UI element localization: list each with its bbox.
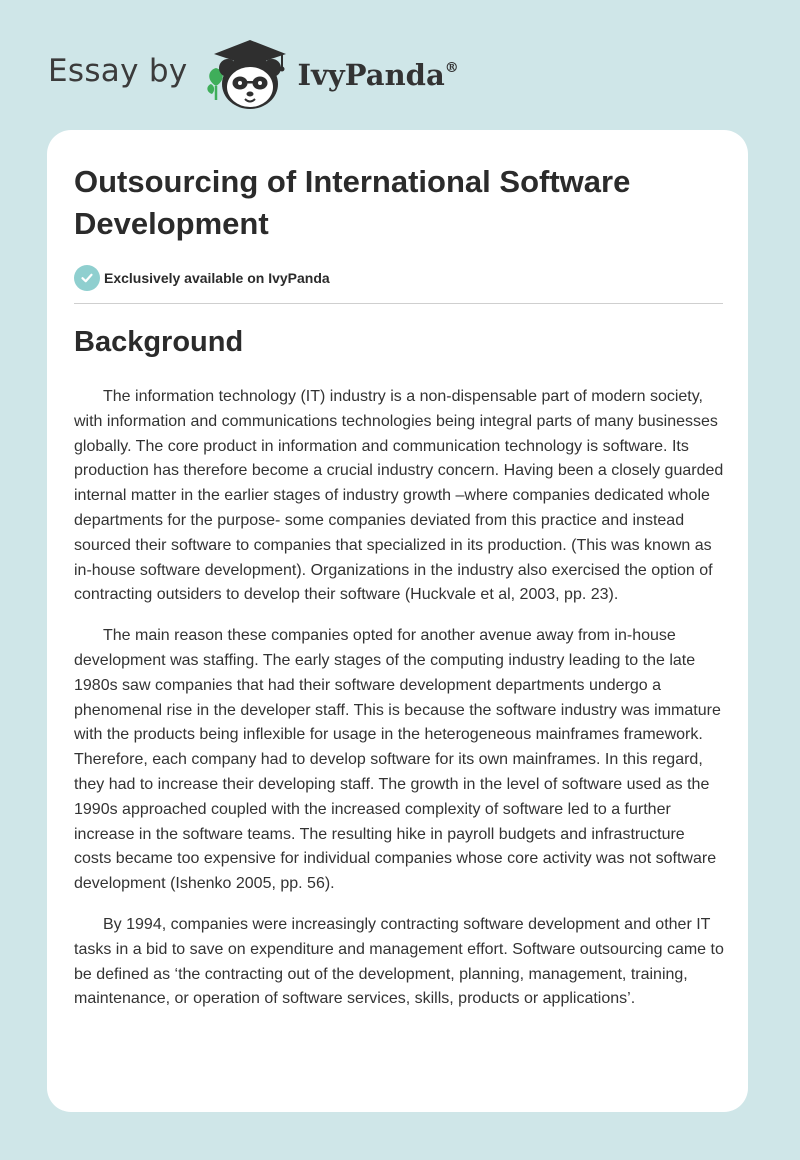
exclusive-badge [74, 265, 330, 291]
paragraph: By 1994, companies were increasingly contracting software development and other IT tasks in a bid to save on expenditure and management effort. Software outsourcing came to be defined as ‘the contracting out of the development, planning, management, training, maintenance, or operation of software services, skills, products or applications’. [74, 915, 724, 1008]
exclusive-label: Exclusively available on IvyPanda [104, 270, 330, 286]
paragraph: The main reason these companies opted for another avenue away from in-house development was staffing. The early stages of the computing industry leading to the late 1980s saw companies that had their software development departments undergo a phenomenal rise in the developer staff. This is because the software industry was immature with the products being inflexible for usage in the heterogeneous mainframes framework. Therefore, each company had to develop software for its own mainframes. In this regard, they had to increase their developing staff. The growth in the level of software used as the 1990s approached coupled with the increased complexity of software led to a further increase in the software teams. The resulting hike in payroll budgets and infrastructure costs became too expensive for individual companies whose core activity was not software development (Ishenko 2005, pp. 56). [74, 627, 721, 893]
brand-name[interactable]: IvyPanda® [297, 58, 459, 92]
paragraph: The information technology (IT) industry is a non-dispensable part of modern society, with information and communications technologies being integral parts of many businesses globally. The core product in information and communication technology is software. Its production has therefore become a crucial industry concern. Having been a closely guarded internal matter in the earlier stages of industry growth –where companies dedicated whole departments for the purpose- some companies deviated from this practice and instead sourced their software to companies that specialized in its production. (This was known as in-house software development). Organizations in the industry also exercised the option of contracting outsiders to develop their software (Huckvale et al, 2003, pp. 23). [74, 388, 724, 604]
site-header [48, 34, 459, 114]
section-heading: Background [74, 326, 244, 358]
essay-body [74, 385, 726, 1028]
essay-card [47, 130, 748, 1112]
check-circle-icon [74, 265, 100, 291]
page-title: Outsourcing of International Software Development [74, 164, 631, 241]
essay-by-label: Essay by [48, 53, 188, 89]
registered-mark: ® [444, 60, 459, 76]
divider [74, 303, 723, 304]
panda-logo-icon[interactable] [202, 34, 294, 114]
